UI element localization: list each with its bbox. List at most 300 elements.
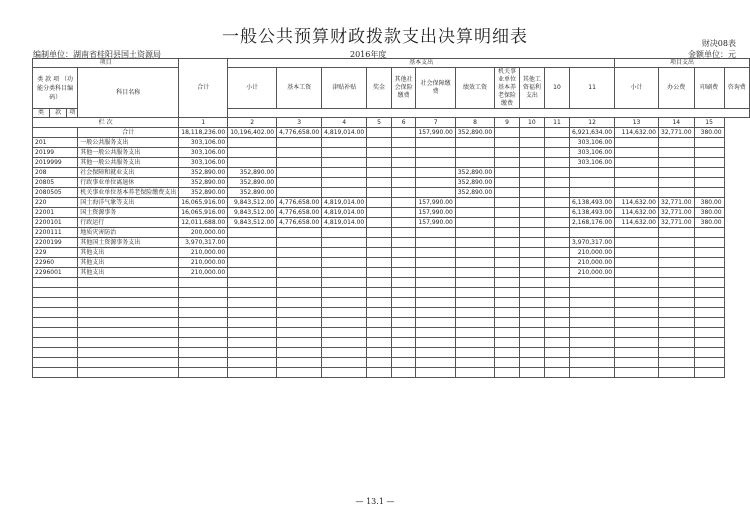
row-value [391, 248, 416, 258]
blank-cell [659, 358, 695, 368]
blank-cell [367, 318, 392, 328]
row-value [455, 258, 494, 268]
row-value [455, 158, 494, 168]
row-value [367, 128, 392, 138]
row-value: 114,632.00 [615, 128, 659, 138]
total-header: 合计 [179, 59, 228, 118]
row-value [391, 168, 416, 178]
row-value [495, 208, 520, 218]
blank-cell [544, 358, 569, 368]
blank-cell [78, 308, 179, 318]
column-number: 13 [615, 118, 659, 128]
row-value: 4,819,014.00 [322, 128, 367, 138]
blank-cell [495, 318, 520, 328]
row-value [367, 268, 392, 278]
row-name: 其他一般公共服务支出 [78, 148, 179, 158]
blank-cell [367, 288, 392, 298]
row-name: 其他国土资源事务支出 [78, 238, 179, 248]
column-number: 15 [694, 118, 724, 128]
blank-cell [33, 308, 78, 318]
row-value [544, 218, 569, 228]
row-value [277, 188, 322, 198]
blank-cell [322, 298, 367, 308]
row-value [322, 138, 367, 148]
blank-cell [694, 278, 724, 288]
table-row [33, 258, 750, 268]
row-value [544, 238, 569, 248]
row-value: 10,196,402.00 [228, 128, 277, 138]
row-value [615, 248, 659, 258]
blank-cell [33, 358, 78, 368]
row-value: 6,921,634.00 [570, 128, 615, 138]
blank-cell [33, 288, 78, 298]
row-value: 352,890.00 [179, 188, 228, 198]
row-name: 社会保障和就业支出 [78, 168, 179, 178]
row-value [455, 268, 494, 278]
column-number: 9 [495, 118, 520, 128]
row-name: 国土资源事务 [78, 208, 179, 218]
blank-cell [455, 338, 494, 348]
row-value [416, 188, 455, 198]
row-value [367, 158, 392, 168]
blank-cell [615, 288, 659, 298]
row-value [322, 148, 367, 158]
row-value: 114,632.00 [615, 218, 659, 228]
kuan-header: 款 [50, 109, 67, 118]
row-value [519, 228, 544, 238]
blank-cell [179, 308, 228, 318]
row-value [694, 258, 724, 268]
row-value: 157,990.00 [416, 218, 455, 228]
blank-cell [367, 308, 392, 318]
row-value [391, 158, 416, 168]
row-value [694, 238, 724, 248]
row-value: 210,000.00 [179, 248, 228, 258]
blank-cell [659, 278, 695, 288]
blank-cell [33, 368, 78, 378]
blank-cell [277, 368, 322, 378]
bar-label: 栏 次 [33, 118, 179, 128]
row-value [322, 188, 367, 198]
row-value [495, 128, 520, 138]
table-row [33, 198, 750, 208]
blank-cell [519, 328, 544, 338]
expenditure-table [32, 58, 750, 378]
blank-cell [277, 288, 322, 298]
blank-cell [416, 328, 455, 338]
row-value [544, 258, 569, 268]
blank-cell [519, 318, 544, 328]
blank-cell [544, 308, 569, 318]
row-value [391, 138, 416, 148]
blank-cell [570, 288, 615, 298]
blank-cell [391, 298, 416, 308]
project-col-header: 办公费 [659, 68, 695, 109]
row-value: 380.00 [694, 208, 724, 218]
blank-cell [179, 338, 228, 348]
row-value [659, 168, 695, 178]
blank-cell [659, 328, 695, 338]
row-code: 2019999 [33, 158, 78, 168]
blank-cell [570, 318, 615, 328]
blank-cell [495, 348, 520, 358]
blank-cell [455, 358, 494, 368]
row-value: 352,890.00 [455, 168, 494, 178]
row-code: 2080505 [33, 188, 78, 198]
row-value [277, 158, 322, 168]
blank-cell [495, 278, 520, 288]
row-value: 9,843,512.00 [228, 218, 277, 228]
row-value [228, 248, 277, 258]
blank-cell [322, 348, 367, 358]
row-value [228, 158, 277, 168]
row-value [495, 258, 520, 268]
blank-row [33, 308, 750, 318]
blank-cell [277, 328, 322, 338]
row-value [367, 188, 392, 198]
row-value [495, 218, 520, 228]
row-value [495, 148, 520, 158]
blank-cell [78, 278, 179, 288]
row-value [694, 228, 724, 238]
row-value [367, 218, 392, 228]
row-value: 32,771.00 [659, 198, 695, 208]
row-value [391, 228, 416, 238]
row-value [615, 158, 659, 168]
row-value [694, 188, 724, 198]
row-value [659, 178, 695, 188]
row-value: 4,819,014.00 [322, 208, 367, 218]
row-value [277, 268, 322, 278]
row-value [544, 178, 569, 188]
row-value: 210,000.00 [570, 258, 615, 268]
row-value [455, 218, 494, 228]
row-value [519, 168, 544, 178]
blank-cell [78, 298, 179, 308]
row-value: 9,843,512.00 [228, 208, 277, 218]
row-value [694, 248, 724, 258]
blank-row [33, 348, 750, 358]
blank-cell [391, 318, 416, 328]
row-value [416, 238, 455, 248]
blank-cell [277, 298, 322, 308]
project-col-header: 印刷费 [694, 68, 724, 109]
row-code: 22001 [33, 208, 78, 218]
table-row [33, 128, 750, 138]
column-number-row [33, 118, 750, 128]
blank-cell [322, 328, 367, 338]
row-value: 4,776,658.00 [277, 128, 322, 138]
blank-row [33, 368, 750, 378]
row-value: 6,138,493.00 [570, 208, 615, 218]
row-value [659, 228, 695, 238]
row-value [694, 148, 724, 158]
column-number: 11 [544, 118, 569, 128]
row-value [455, 238, 494, 248]
blank-cell [391, 358, 416, 368]
row-value [615, 138, 659, 148]
row-value [416, 248, 455, 258]
row-value [416, 168, 455, 178]
row-name: 合计 [78, 128, 179, 138]
blank-cell [694, 328, 724, 338]
blank-cell [416, 318, 455, 328]
row-value: 4,776,658.00 [277, 208, 322, 218]
blank-cell [33, 328, 78, 338]
row-value [570, 178, 615, 188]
row-value [519, 138, 544, 148]
blank-cell [570, 298, 615, 308]
row-name: 地质灾害防治 [78, 228, 179, 238]
row-value [277, 238, 322, 248]
blank-cell [391, 368, 416, 378]
blank-cell [615, 358, 659, 368]
row-value [544, 268, 569, 278]
row-value [615, 258, 659, 268]
row-value [544, 128, 569, 138]
row-value: 303,106.00 [570, 138, 615, 148]
project-col-header: 咨询费 [724, 68, 749, 109]
row-name: 其他支出 [78, 268, 179, 278]
row-value [416, 258, 455, 268]
row-value: 4,776,658.00 [277, 198, 322, 208]
row-value [391, 268, 416, 278]
blank-cell [277, 278, 322, 288]
row-value [277, 178, 322, 188]
row-value [455, 198, 494, 208]
row-value [659, 158, 695, 168]
row-value [391, 238, 416, 248]
row-value [322, 268, 367, 278]
blank-cell [455, 348, 494, 358]
row-name: 行政事业单位离退休 [78, 178, 179, 188]
row-name: 行政运行 [78, 218, 179, 228]
row-value [277, 258, 322, 268]
blank-cell [455, 288, 494, 298]
blank-cell [277, 358, 322, 368]
column-number: 2 [228, 118, 277, 128]
blank-cell [659, 298, 695, 308]
row-value [615, 238, 659, 248]
row-name: 其他支出 [78, 248, 179, 258]
blank-cell [495, 308, 520, 318]
row-value [367, 148, 392, 158]
blank-cell [391, 328, 416, 338]
row-value [570, 228, 615, 238]
blank-cell [228, 368, 277, 378]
row-value [544, 198, 569, 208]
blank-cell [570, 348, 615, 358]
row-value: 210,000.00 [570, 268, 615, 278]
row-code: 20199 [33, 148, 78, 158]
blank-cell [322, 318, 367, 328]
table-row [33, 238, 750, 248]
row-value [391, 258, 416, 268]
row-value [495, 168, 520, 178]
row-value [544, 208, 569, 218]
blank-cell [615, 318, 659, 328]
blank-cell [179, 288, 228, 298]
row-value: 210,000.00 [179, 268, 228, 278]
row-value [228, 148, 277, 158]
row-value: 352,890.00 [455, 188, 494, 198]
column-number: 1 [179, 118, 228, 128]
blank-row [33, 328, 750, 338]
row-value [322, 248, 367, 258]
row-value [277, 228, 322, 238]
row-value: 210,000.00 [570, 248, 615, 258]
row-value: 4,819,014.00 [322, 218, 367, 228]
row-value: 157,990.00 [416, 198, 455, 208]
blank-cell [228, 288, 277, 298]
row-value [367, 238, 392, 248]
row-value [615, 188, 659, 198]
blank-cell [416, 358, 455, 368]
blank-cell [694, 318, 724, 328]
blank-cell [544, 318, 569, 328]
blank-cell [78, 338, 179, 348]
row-value [416, 228, 455, 238]
row-name: 其他支出 [78, 258, 179, 268]
row-value [519, 178, 544, 188]
row-value [455, 148, 494, 158]
basic-col-header: 绩效工资 [455, 68, 494, 109]
row-value [495, 268, 520, 278]
column-number: 3 [277, 118, 322, 128]
row-value: 352,890.00 [179, 178, 228, 188]
blank-cell [495, 288, 520, 298]
blank-cell [78, 368, 179, 378]
blank-cell [495, 338, 520, 348]
blank-cell [179, 298, 228, 308]
table-row [33, 138, 750, 148]
blank-cell [615, 368, 659, 378]
blank-cell [455, 308, 494, 318]
row-value [659, 268, 695, 278]
blank-cell [615, 278, 659, 288]
row-value: 157,990.00 [416, 208, 455, 218]
blank-cell [519, 308, 544, 318]
blank-cell [322, 278, 367, 288]
blank-cell [519, 298, 544, 308]
row-value [391, 128, 416, 138]
blank-cell [694, 298, 724, 308]
blank-cell [33, 318, 78, 328]
blank-cell [455, 278, 494, 288]
blank-cell [570, 368, 615, 378]
blank-cell [322, 358, 367, 368]
row-value [570, 168, 615, 178]
row-value [659, 148, 695, 158]
row-value [228, 268, 277, 278]
blank-cell [367, 348, 392, 358]
row-value [322, 158, 367, 168]
blank-cell [78, 288, 179, 298]
row-value [495, 228, 520, 238]
row-value: 303,106.00 [570, 148, 615, 158]
blank-cell [33, 338, 78, 348]
blank-cell [615, 298, 659, 308]
report-title: 一般公共预算财政拨款支出决算明细表 [222, 27, 528, 47]
row-value: 6,138,493.00 [570, 198, 615, 208]
row-value [495, 198, 520, 208]
basic-col-header: 机关事业单位基本养老保险缴费 [495, 68, 520, 109]
blank-cell [391, 278, 416, 288]
row-value [455, 228, 494, 238]
blank-cell [228, 328, 277, 338]
column-number: 5 [367, 118, 392, 128]
blank-cell [615, 328, 659, 338]
row-value: 303,106.00 [179, 138, 228, 148]
blank-cell [495, 298, 520, 308]
blank-cell [694, 308, 724, 318]
row-value [322, 178, 367, 188]
blank-row [33, 358, 750, 368]
row-value [391, 148, 416, 158]
column-number: 10 [519, 118, 544, 128]
blank-cell [228, 338, 277, 348]
row-value [544, 148, 569, 158]
row-value [391, 178, 416, 188]
blank-cell [570, 338, 615, 348]
blank-cell [544, 328, 569, 338]
blank-cell [570, 308, 615, 318]
basic-col-header: 社会保障缴费 [416, 68, 455, 109]
row-value [367, 248, 392, 258]
blank-row [33, 318, 750, 328]
row-value [659, 248, 695, 258]
basic-col-header: 奖金 [367, 68, 392, 109]
row-name: 一般公共服务支出 [78, 138, 179, 148]
row-value [519, 198, 544, 208]
basic-col-header: 津贴补贴 [322, 68, 367, 109]
row-value [544, 248, 569, 258]
blank-cell [659, 368, 695, 378]
blank-cell [615, 348, 659, 358]
row-value [391, 198, 416, 208]
blank-cell [179, 358, 228, 368]
row-value: 16,065,916.00 [179, 198, 228, 208]
blank-cell [570, 358, 615, 368]
column-number: 14 [659, 118, 695, 128]
row-value: 303,106.00 [179, 158, 228, 168]
blank-cell [179, 348, 228, 358]
column-number: 8 [455, 118, 494, 128]
blank-cell [33, 348, 78, 358]
row-value [367, 178, 392, 188]
row-value [495, 158, 520, 168]
row-value [659, 138, 695, 148]
blank-cell [495, 328, 520, 338]
row-value: 4,776,658.00 [277, 218, 322, 228]
blank-cell [659, 348, 695, 358]
blank-cell [367, 338, 392, 348]
blank-cell [455, 298, 494, 308]
blank-cell [391, 288, 416, 298]
row-value [495, 248, 520, 258]
row-value [455, 138, 494, 148]
row-value [694, 268, 724, 278]
row-value: 32,771.00 [659, 128, 695, 138]
row-code: 22960 [33, 258, 78, 268]
blank-cell [544, 338, 569, 348]
blank-cell [367, 368, 392, 378]
name-header: 科目名称 [78, 68, 179, 118]
blank-cell [455, 318, 494, 328]
row-value: 12,011,688.00 [179, 218, 228, 228]
row-value [322, 228, 367, 238]
blank-cell [416, 278, 455, 288]
